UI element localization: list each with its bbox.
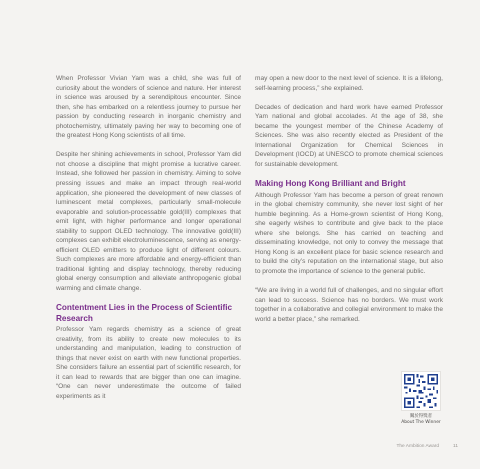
- section-heading-contentment: Contentment Lies in the Process of Scientific Research: [56, 303, 233, 323]
- paragraph-continuation: may open a new door to the next level of science. It is a lifelong, self-learning process,” she explained.: [255, 75, 443, 92]
- paragraph-quote: “We are living in a world full of challenges, and no singular effort can lead to success. Science has no borders. We must work together in a collaborative and collegial environment to make the world a better place,” she remarked.: [255, 286, 443, 323]
- paragraph-research: Despite her shining achievements in school, Professor Yam did not choose a discipline that might promise a lucrative career. Instead, she followed her passion in chemistry. Aiming to solve pressing issues and make an impact through real-world application, she pioneered the development of new classes of luminescent metal complexes, particularly small-molecule evaporable and solution-processable gold(III) complexes that emit light, with higher performance and longer operational stability to support OLED technology. The innovative gold(III) complexes can exhibit electroluminescence, serving as energy-efficient OLED emitters to produce light of different colours. Such complexes are more affordable and energy-efficient than traditional lighting and display technology, thereby reducing global energy consumption and alleviate anthropogenic global warming and climate change.: [56, 151, 241, 293]
- page-footer: [396, 444, 458, 449]
- qr-code-icon[interactable]: [401, 371, 441, 411]
- page-number: 11: [453, 444, 458, 449]
- qr-block: [401, 371, 441, 426]
- award-name: The Ambition Award: [396, 444, 440, 449]
- paragraph-intro: When Professor Vivian Yam was a child, she was full of curiosity about the wonders of science and nature. Her interest in science was aroused by a serendipitous encounter. Since then, she has embarked on a relentless journey to pursue her passion by conducting research in inorganic chemistry and photochemistry, ultimately paving her way to becoming one of the greatest Hong Kong scientists of all time.: [56, 75, 241, 140]
- paragraph-creativity: Professor Yam regards chemistry as a science of great creativity, from its ability to create new molecules to its understanding and manipulation, leading to construction of things that never exist on earth with new functional properties. She considers failure an essential part of scientific research, for it can lead to rewards that are bigger than one can imagine. “One can never underestimate the outcome of failed experiments as it: [56, 326, 241, 400]
- qr-caption-chinese: 關於得獎者: [410, 414, 432, 419]
- right-column: [255, 74, 443, 334]
- section-heading-hong-kong: Making Hong Kong Brilliant and Bright: [255, 179, 406, 189]
- paragraph-humble-beginning: Although Professor Yam has become a person of great renown in the global chemistry community, she never lost sight of her humble beginning. As a Home-grown scientist of Hong Kong, she eagerly wishes to contribute and give back to the place where she belongs. She has carried on teaching and disseminating knowledge, not only to convey the message that Hong Kong is an excellent place for basic science research and to build the city’s reputation on the international stage, but also to promote the importance of science to the general public.: [255, 191, 443, 275]
- paragraph-accolades: Decades of dedication and hard work have earned Professor Yam national and global accolades. At the age of 38, she became the youngest member of the Chinese Academy of Sciences. She was also recently elected as President of the International Organization for Chemical Sciences in Development (IOCD) at UNESCO to promote chemical sciences for sustainable development.: [255, 103, 443, 168]
- qr-caption-english: About The Winner: [401, 420, 441, 425]
- left-column: [56, 74, 241, 411]
